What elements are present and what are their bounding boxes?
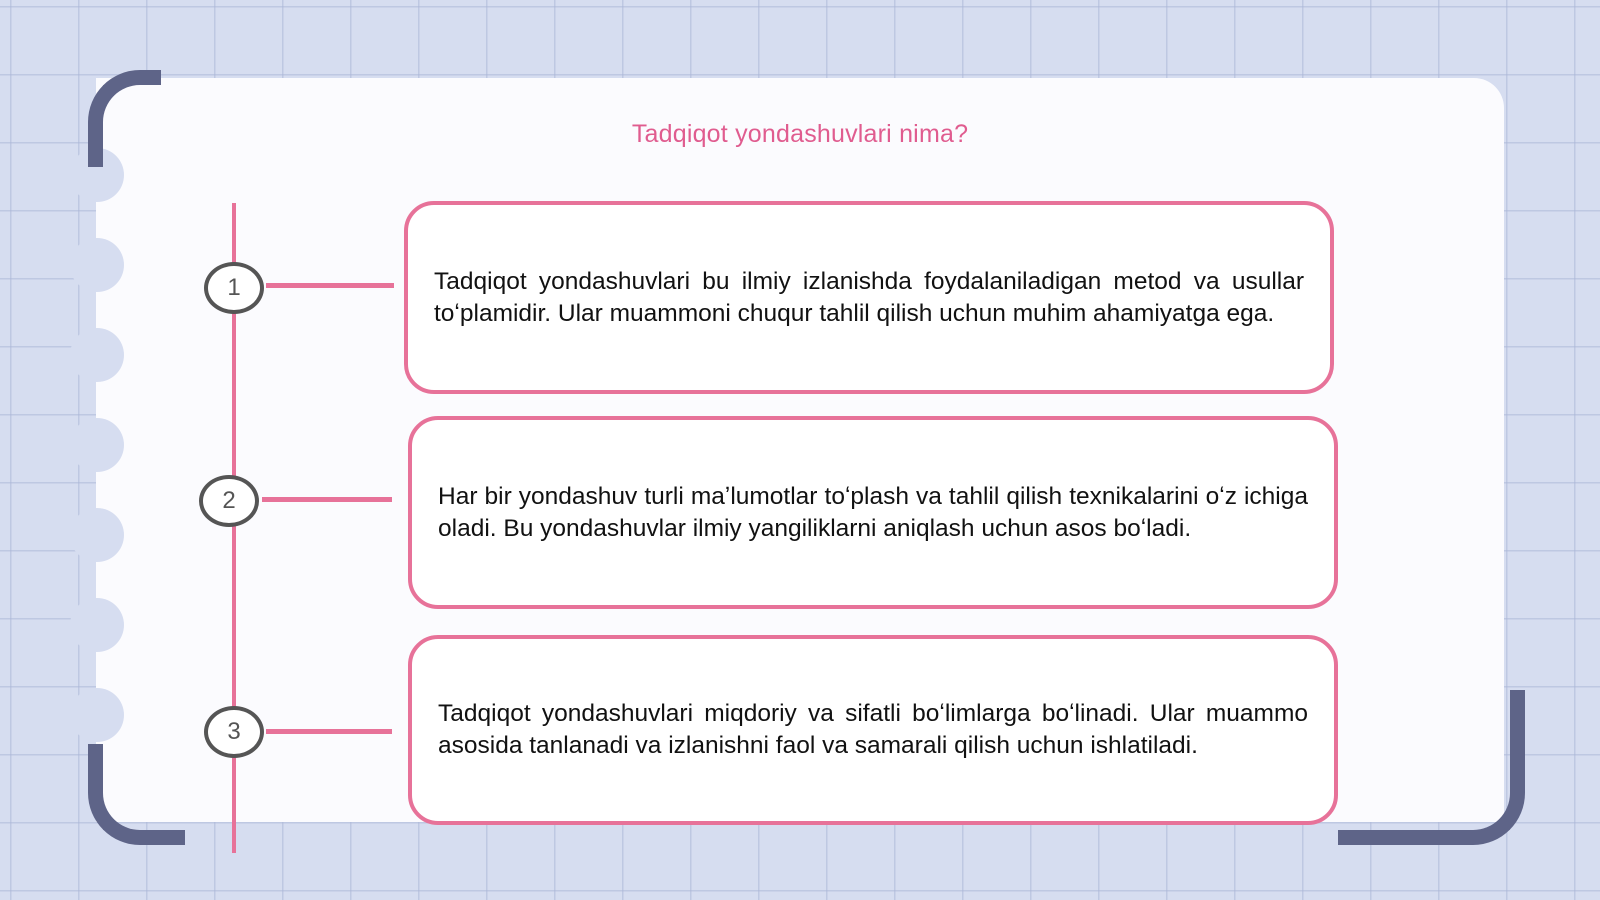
step-text-1: Tadqiqot yondashuvlari bu ilmiy izlanishda foydalaniladigan metod va usullar toʻplamidir. Ular muammoni chuqur tahlil qilish uchun muhim ahamiyatga ega. [434,267,1304,327]
card-edge-scallop [70,328,124,382]
timeline-connector-2 [262,497,392,502]
corner-bracket-bottom-left [88,744,185,845]
slide-title: Tadqiqot yondashuvlari nima? [631,120,969,148]
step-number-2: 2 [199,475,259,527]
step-number-1: 1 [204,262,264,314]
step-text-3: Tadqiqot yondashuvlari miqdoriy va sifatli boʻlimlarga boʻlinadi. Ular muammo asosida tanlanadi va izlanishni faol va samarali qilish uchun ishlatiladi. [438,700,1308,759]
card-edge-scallop [70,598,124,652]
card-edge-scallop [70,688,124,742]
step-text-box-1 [404,201,1334,394]
step-text-box-2 [408,416,1338,609]
card-edge-scallop [70,418,124,472]
step-text-box-3 [408,635,1338,825]
card-edge-scallop [70,238,124,292]
step-number-3: 3 [204,706,264,758]
corner-bracket-bottom-right [1338,690,1525,845]
timeline-connector-1 [266,283,394,288]
timeline-connector-3 [266,729,392,734]
card-edge-scallop [70,508,124,562]
step-text-2: Har bir yondashuv turli maʼlumotlar toʻplash va tahlil qilish texnikalarini oʻz ichiga oladi. Bu yondashuvlar ilmiy yangiliklarni aniqlash uchun asos boʻladi. [438,482,1308,542]
